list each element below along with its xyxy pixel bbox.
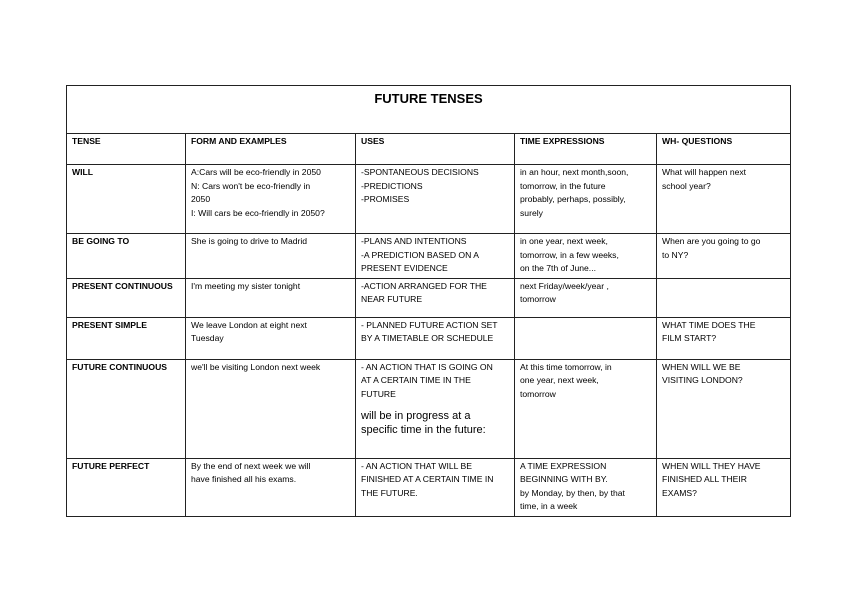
cell-form [186,317,356,359]
uses-note: will be in progress at a specific time in the future: [361,410,486,436]
cell-time-expressions [515,278,657,317]
uses-line: -PROMISES [361,194,410,204]
uses-line: FINISHED AT A CERTAIN TIME IN [361,474,494,484]
form-line: have finished all his exams. [191,474,297,484]
uses-line: -PREDICTIONS [361,180,423,191]
time-line: one year, next week, [520,375,599,385]
cell-uses [356,458,515,516]
table-title: FUTURE TENSES [67,86,791,134]
cell-uses [356,317,515,359]
cell-tense: WILL [67,165,186,234]
time-line: tomorrow [520,294,556,304]
uses-line: - PLANNED FUTURE ACTION SET [361,319,498,330]
form-line: we'll be visiting London next week [191,361,321,372]
cell-uses [356,359,515,458]
uses-line: - AN ACTION THAT WILL BE [361,460,472,471]
cell-time-expressions [515,165,657,234]
cell-form [186,234,356,279]
time-line: in one year, next week, [520,236,608,246]
cell-time-expressions [515,458,657,516]
cell-wh-question [657,234,791,279]
question-line: EXAMS? [662,487,697,498]
cell-uses [356,165,515,234]
form-line: A:Cars will be eco-friendly in 2050 [191,167,321,177]
cell-time-expressions [515,317,657,359]
form-line: 2050 [191,194,211,204]
cell-tense: BE GOING TO [67,234,186,279]
uses-line: BY A TIMETABLE OR SCHEDULE [361,333,494,343]
cell-wh-question [657,278,791,317]
cell-form [186,359,356,458]
form-line: She is going to drive to Madrid [191,236,308,246]
time-line: tomorrow, in the future [520,180,606,191]
uses-line: -A PREDICTION BASED ON A [361,249,479,260]
table-row [67,278,791,317]
time-line: At this time tomorrow, in [520,361,612,372]
table-row [67,359,791,458]
time-line: tomorrow, in a few weeks, [520,249,619,260]
uses-line: -PLANS AND INTENTIONS [361,236,467,246]
cell-tense: FUTURE PERFECT [67,458,186,516]
table-row [67,458,791,516]
time-line: by Monday, by then, by that [520,487,625,498]
cell-tense: PRESENT CONTINUOUS [67,278,186,317]
form-line: I'm meeting my sister tonight [191,280,301,291]
cell-form [186,458,356,516]
question-line: FILM START? [662,333,717,343]
table-row [67,234,791,279]
time-line: time, in a week [520,501,578,511]
uses-line: PRESENT EVIDENCE [361,263,448,273]
form-line: Tuesday [191,333,224,343]
uses-line: AT A CERTAIN TIME IN THE [361,375,471,385]
cell-wh-question [657,458,791,516]
table-row [67,165,791,234]
question-line: WHEN WILL THEY HAVE [662,460,761,471]
header-row [67,134,791,165]
cell-wh-question [657,165,791,234]
form-line: We leave London at eight next [191,319,307,330]
table-body [67,165,791,517]
time-line: next Friday/week/year , [520,280,609,291]
uses-line: - AN ACTION THAT IS GOING ON [361,361,493,372]
cell-tense: FUTURE CONTINUOUS [67,359,186,458]
header-time: TIME EXPRESSIONS [515,134,657,165]
cell-wh-question [657,317,791,359]
uses-line: FUTURE [361,388,396,399]
cell-time-expressions [515,359,657,458]
uses-line: -ACTION ARRANGED FOR THE [361,280,487,291]
time-line: probably, perhaps, possibly, [520,194,626,204]
time-line: A TIME EXPRESSION [520,460,607,471]
header-tense: TENSE [67,134,186,165]
cell-time-expressions [515,234,657,279]
table-row [67,317,791,359]
question-line: school year? [662,180,711,191]
header-questions: WH- QUESTIONS [657,134,791,165]
form-line: N: Cars won't be eco-friendly in [191,180,311,191]
question-line: WHAT TIME DOES THE [662,319,756,330]
cell-wh-question [657,359,791,458]
cell-tense: PRESENT SIMPLE [67,317,186,359]
question-line: What will happen next [662,167,747,177]
question-line: VISITING LONDON? [662,375,743,385]
spacer [361,401,509,409]
form-line: I: Will cars be eco-friendly in 2050? [191,207,325,218]
header-form: FORM AND EXAMPLES [186,134,356,165]
uses-line: -SPONTANEOUS DECISIONS [361,167,479,177]
time-line: surely [520,207,543,218]
cell-form [186,278,356,317]
question-line: FINISHED ALL THEIR [662,474,748,484]
cell-uses [356,234,515,279]
cell-form [186,165,356,234]
question-line: to NY? [662,249,689,260]
document-page [66,85,790,517]
time-line: in an hour, next month,soon, [520,167,629,177]
uses-line: THE FUTURE. [361,487,418,498]
question-line: When are you going to go [662,236,761,246]
time-line: BEGINNING WITH BY. [520,474,608,484]
future-tenses-table [66,85,791,517]
form-line: By the end of next week we will [191,460,311,471]
uses-line: NEAR FUTURE [361,294,423,304]
question-line: WHEN WILL WE BE [662,361,741,372]
cell-uses [356,278,515,317]
header-uses: USES [356,134,515,165]
time-line: on the 7th of June... [520,263,596,273]
time-line: tomorrow [520,388,556,399]
